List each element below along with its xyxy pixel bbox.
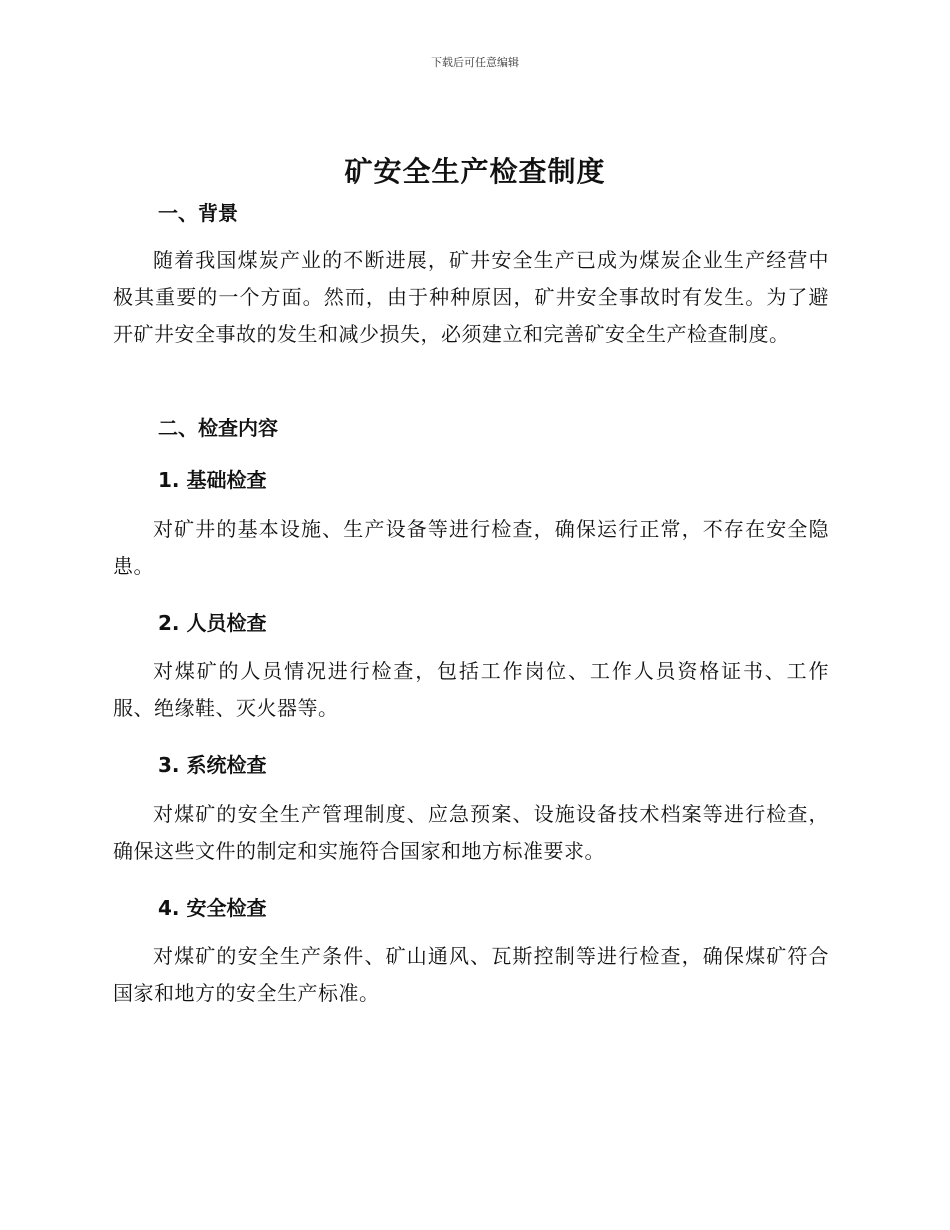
section-paragraph-background: 随着我国煤炭产业的不断进展，矿井安全生产已成为煤炭企业生产经营中极其重要的一个方面。然而，由于种种原因，矿井安全事故时有发生。为了避开矿井安全事故的发生和减少损失，必须建立和完善矿安全生产检查制度。 bbox=[113, 248, 829, 346]
page-header-note: 下载后可任意编辑 bbox=[431, 56, 519, 69]
section-heading-inspection-content: 二、检查内容 bbox=[158, 416, 278, 440]
section-heading-personnel-inspection: 2. 人员检查 bbox=[158, 611, 267, 635]
section-heading-basic-inspection: 1. 基础检查 bbox=[158, 468, 267, 492]
section-heading-background: 一、背景 bbox=[158, 201, 238, 225]
section-heading-safety-inspection: 4. 安全检查 bbox=[158, 896, 267, 920]
section-paragraph-system-inspection: 对煤矿的安全生产管理制度、应急预案、设施设备技术档案等进行检查，确保这些文件的制定和实施符合国家和地方标准要求。 bbox=[113, 802, 829, 863]
section-heading-system-inspection: 3. 系统检查 bbox=[158, 753, 267, 777]
section-paragraph-basic-inspection: 对矿井的基本设施、生产设备等进行检查，确保运行正常，不存在安全隐患。 bbox=[113, 517, 829, 578]
section-paragraph-safety-inspection: 对煤矿的安全生产条件、矿山通风、瓦斯控制等进行检查，确保煤矿符合国家和地方的安全生产标准。 bbox=[113, 944, 829, 1005]
document-title: 矿安全生产检查制度 bbox=[344, 155, 606, 188]
section-paragraph-personnel-inspection: 对煤矿的人员情况进行检查，包括工作岗位、工作人员资格证书、工作服、绝缘鞋、灭火器等。 bbox=[113, 659, 829, 720]
